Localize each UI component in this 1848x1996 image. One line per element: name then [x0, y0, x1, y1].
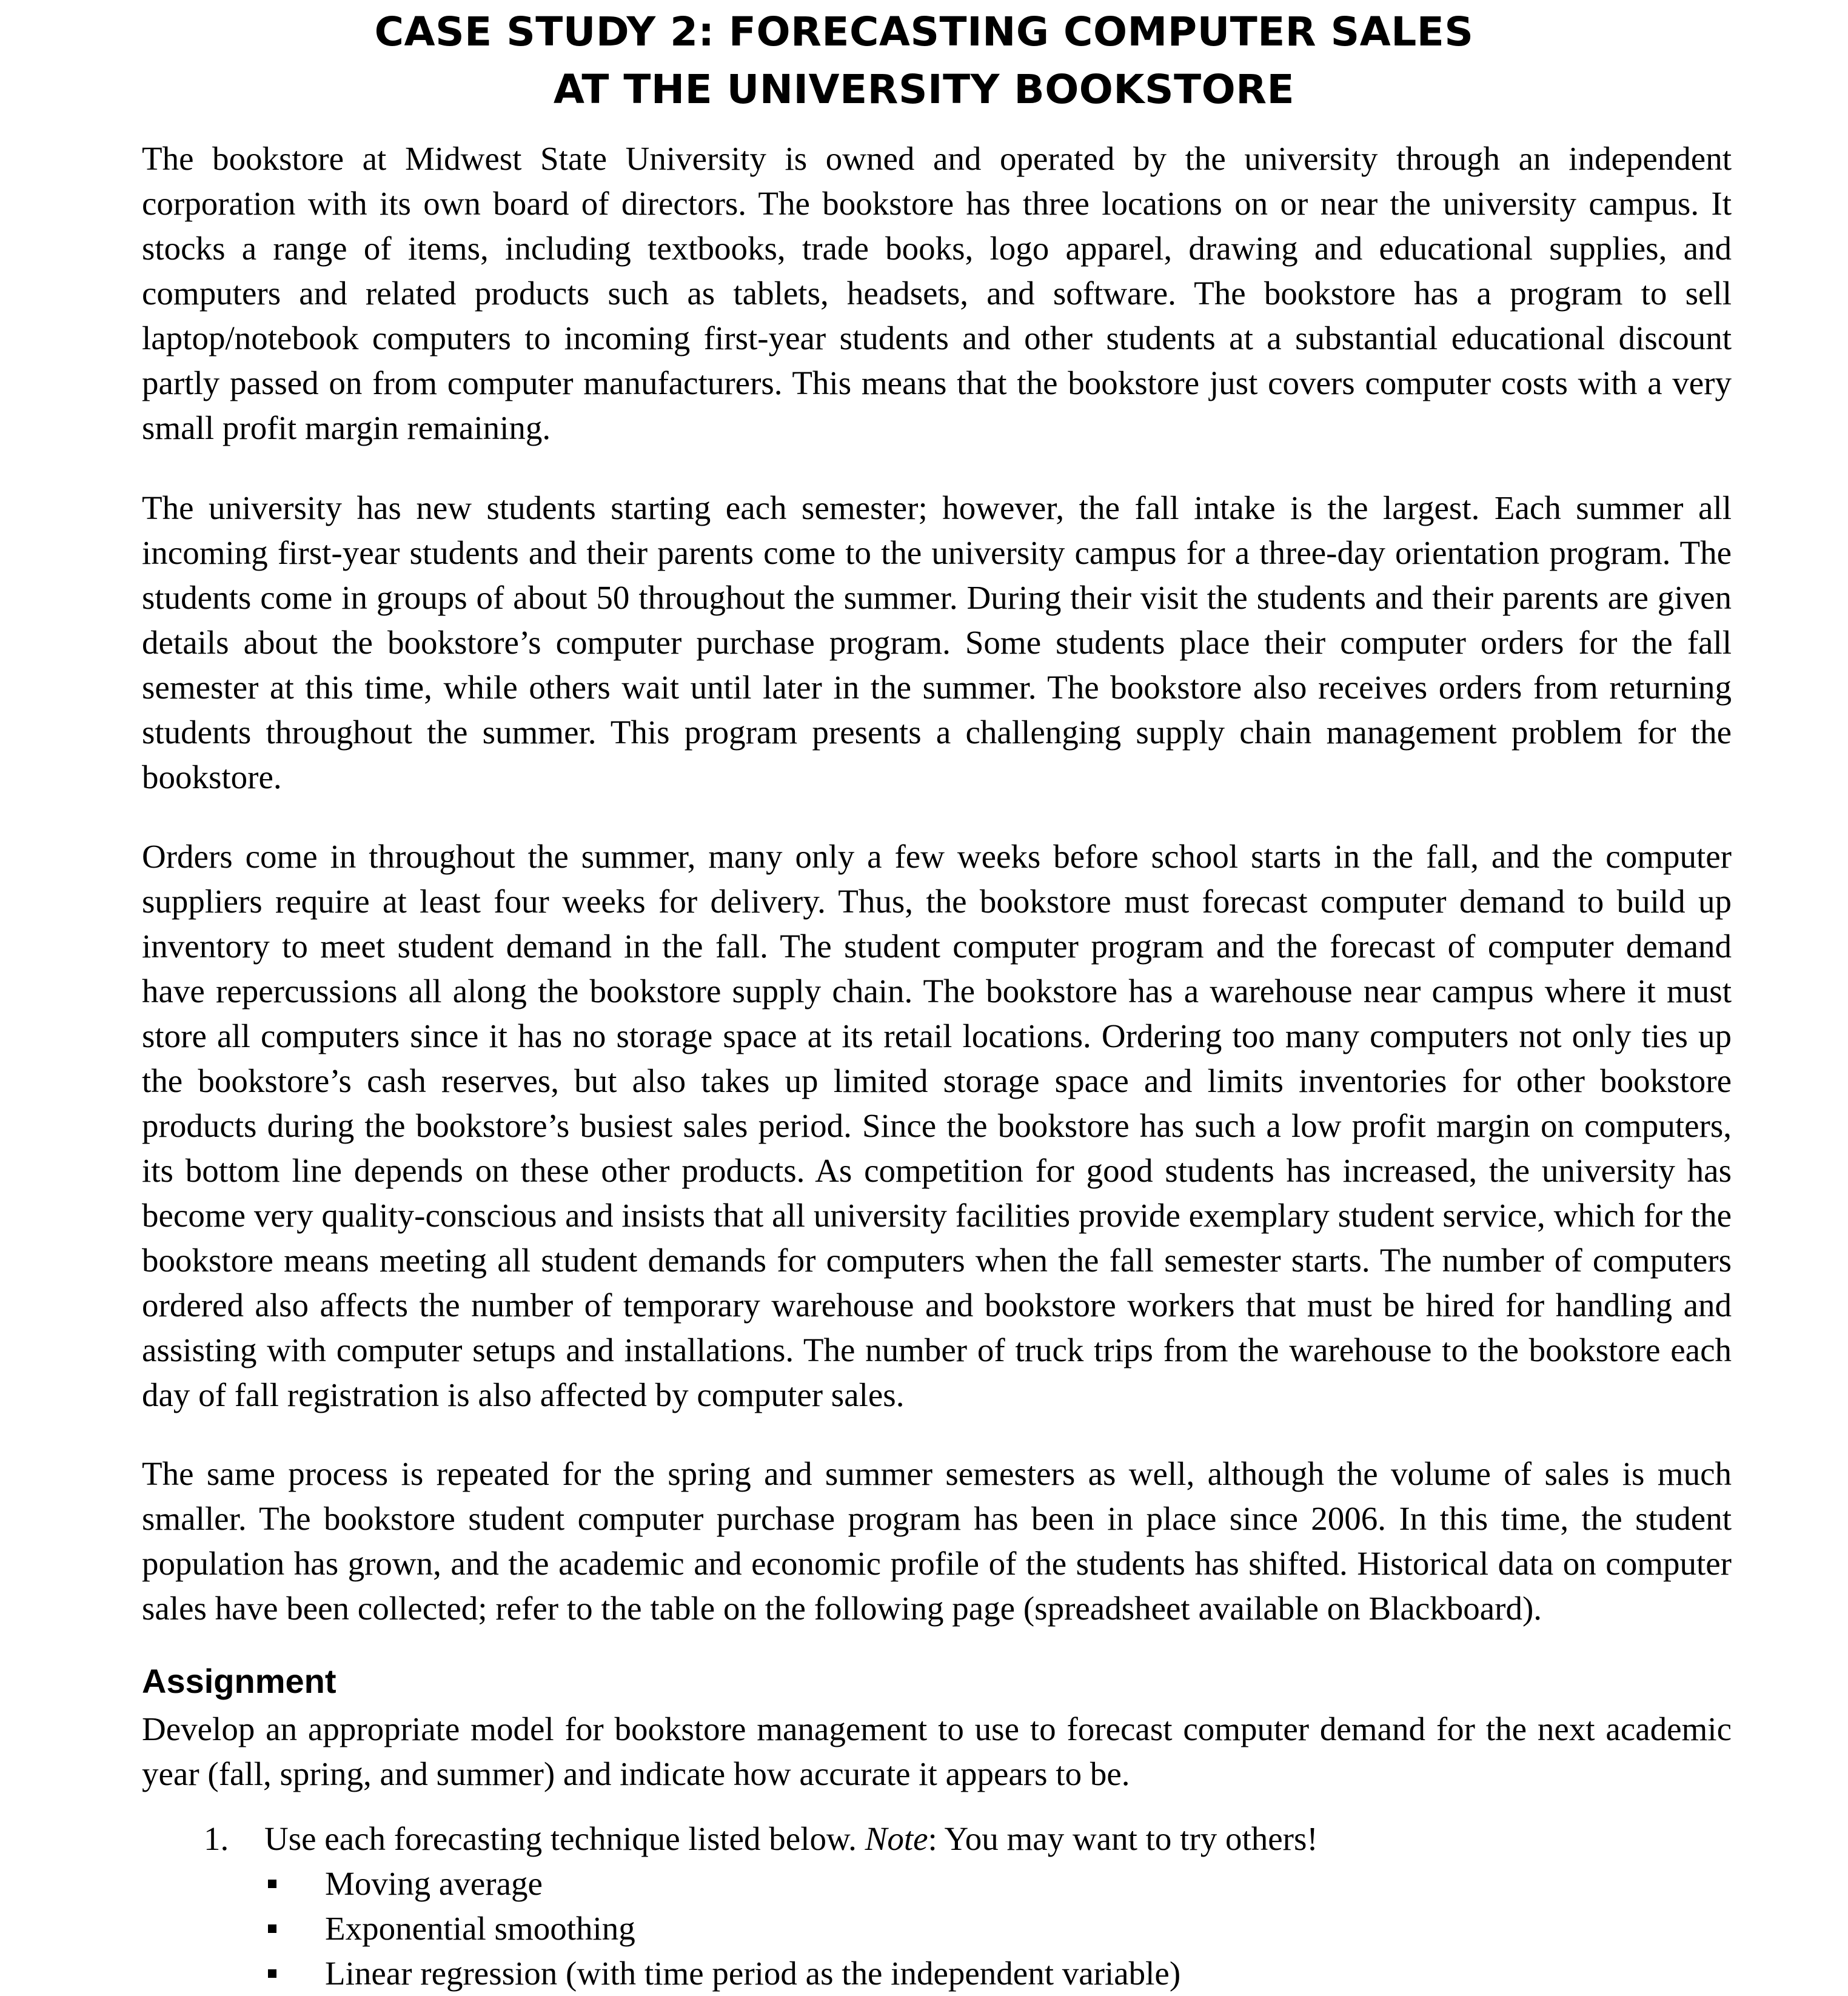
- paragraph-orientation-program: The university has new students starting each semester; however, the fall intake is the largest. Each summer all incoming first-year students and their parents come to the university campus for a three-day orientation program. The students come in groups of about 50 throughout the summer. During their visit the students and their parents are given details about the bookstore’s computer purchase program. Some students place their computer orders for the fall semester at this time, while others wait until later in the summer. The bookstore also receives orders from returning students throughout the summer. This program presents a challenging supply chain management problem for the bookstore.: [142, 489, 1732, 795]
- technique-label: Linear regression (with time period as the independent variable): [325, 1955, 1181, 1992]
- paragraph-historical-data: The same process is repeated for the spring and summer semesters as well, although the volume of sales is much smaller. The bookstore student computer purchase program has been in place since 2006. In this time, the student population has grown, and the academic and economic profile of the students has shifted. Historical data on computer sales have been collected; refer to the table on the following page (spreadsheet available on Blackboard).: [142, 1455, 1732, 1627]
- list-item: [264, 1906, 1180, 1951]
- square-bullet-icon: [268, 1969, 276, 1978]
- technique-label: Exponential smoothing: [325, 1910, 635, 1947]
- numbered-item-1: [204, 1817, 1318, 1861]
- title-line-1: CASE STUDY 2: FORECASTING COMPUTER SALES: [374, 8, 1474, 55]
- square-bullet-icon: [268, 1880, 276, 1888]
- assignment-heading: Assignment: [142, 1662, 336, 1700]
- title-line-2: AT THE UNIVERSITY BOOKSTORE: [553, 66, 1295, 113]
- assignment-description: Develop an appropriate model for bookstore management to use to forecast computer demand for the next academic year (fall, spring, and summer) and indicate how accurate it appears to be.: [142, 1710, 1732, 1792]
- item-number: 1.: [204, 1820, 229, 1857]
- paragraph-bookstore-overview: The bookstore at Midwest State University is owned and operated by the university through an independent corporation with its own board of directors. The bookstore has three locations on or near the university campus. It stocks a range of items, including textbooks, trade books, logo apparel, drawing and educational supplies, and computers and related products such as tablets, headsets, and software. The bookstore has a program to sell laptop/notebook computers to incoming first-year students and other students at a substantial educational discount partly passed on from computer manufacturers. This means that the bookstore just covers computer costs with a very small profit margin remaining.: [142, 140, 1732, 446]
- technique-list: [264, 1861, 1180, 1996]
- item-text-before: Use each forecasting technique listed below.: [264, 1820, 865, 1857]
- technique-label: Moving average: [325, 1865, 543, 1902]
- paragraph-supply-chain: Orders come in throughout the summer, many only a few weeks before school starts in the fall, and the computer suppliers require at least four weeks for delivery. Thus, the bookstore must forecast computer demand to build up inventory to meet student demand in the fall. The student computer program and the forecast of computer demand have repercussions all along the bookstore supply chain. The bookstore has a warehouse near campus where it must store all computers since it has no storage space at its retail locations. Ordering too many computers not only ties up the bookstore’s cash reserves, but also takes up limited storage space and limits inventories for other bookstore products during the bookstore’s busiest sales period. Since the bookstore has such a low profit margin on computers, its bottom line depends on these other products. As competition for good students has increased, the university has become very quality-conscious and insists that all university facilities provide exemplary student service, which for the bookstore means meeting all student demands for computers when the fall semester starts. The number of computers ordered also affects the number of temporary warehouse and bookstore workers that must be hired for handling and assisting with computer setups and installations. The number of truck trips from the warehouse to the bookstore each day of fall registration is also affected by computer sales.: [142, 838, 1732, 1413]
- note-label: Note: [865, 1820, 928, 1857]
- item-text-after: : You may want to try others!: [928, 1820, 1318, 1857]
- square-bullet-icon: [268, 1924, 276, 1933]
- list-item: [264, 1951, 1180, 1996]
- list-item: [264, 1861, 1180, 1906]
